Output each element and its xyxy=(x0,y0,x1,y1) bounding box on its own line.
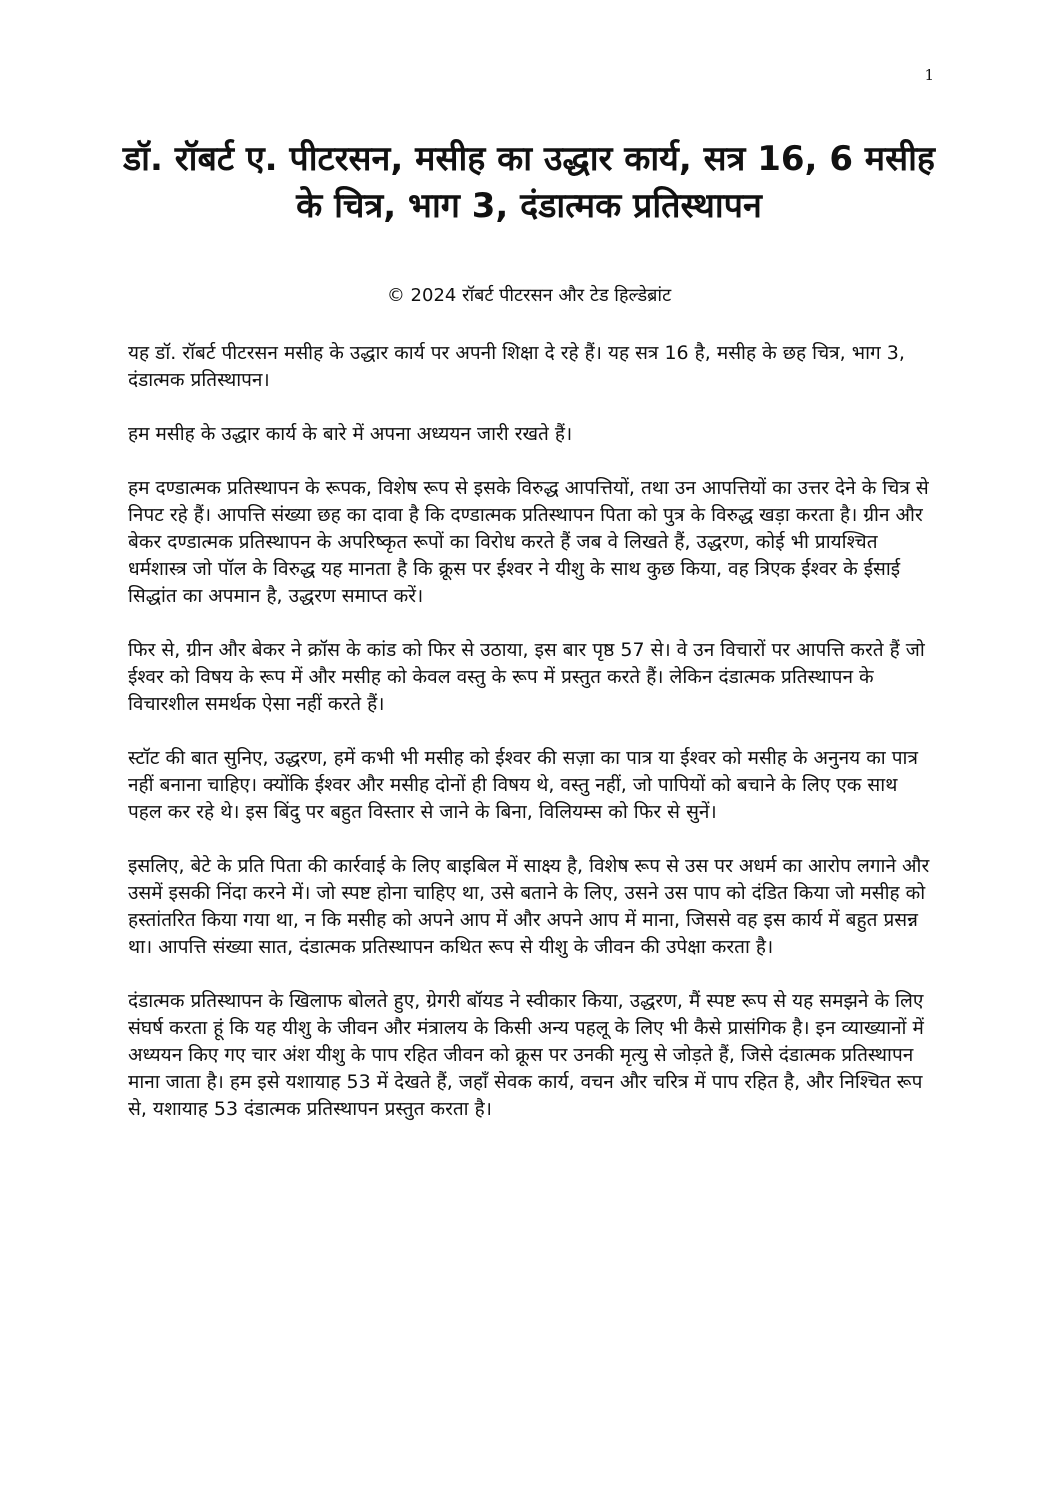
paragraph-objection-six: हम दण्डात्मक प्रतिस्थापन के रूपक, विशेष रूप से इसके विरुद्ध आपत्तियों, तथा उन आपत्तियों का उत्तर देने के चित्र से निपट रहे हैं। आपत्ति संख्या छह का दावा है कि दण्डात्मक प्रतिस्थापन पिता को पुत्र के विरुद्ध खड़ा करता है। ग्रीन और बेकर दण्डात्मक प्रतिस्थापन के अपरिष्कृत रूपों का विरोध करते हैं जब वे लिखते हैं, उद्धरण, कोई भी प्रायश्चित धर्मशास्त्र जो पॉल के विरुद्ध यह मानता है कि क्रूस पर ईश्वर ने यीशु के साथ कुछ किया, वह त्रिएक ईश्वर के ईसाई सिद्धांत का अपमान है, उद्धरण समाप्त करें। xyxy=(128,477,929,607)
paragraph-intro: यह डॉ. रॉबर्ट पीटरसन मसीह के उद्धार कार्य पर अपनी शिक्षा दे रहे हैं। यह सत्र 16 है, मसीह के छह चित्र, भाग 3, दंडात्मक प्रतिस्थापन। xyxy=(128,342,905,391)
paragraph-continue-study: हम मसीह के उद्धार कार्य के बारे में अपना अध्ययन जारी रखते हैं। xyxy=(128,423,573,445)
copyright-line: © 2024 रॉबर्ट पीटरसन और टेड हिल्डेब्रांट xyxy=(386,285,672,306)
paragraph-williams-quote: इसलिए, बेटे के प्रति पिता की कार्रवाई के लिए बाइबिल में साक्ष्य है, विशेष रूप से उस पर अधर्म का आरोप लगाने और उसमें इसकी निंदा करने में। जो स्पष्ट होना चाहिए था, उसे बताने के लिए, उसने उस पाप को दंडित किया जो मसीह को हस्तांतरित किया गया था, न कि मसीह को अपने आप में और अपने आप में माना, जिससे वह इस कार्य में बहुत प्रसन्न था। आपत्ति संख्या सात, दंडात्मक प्रतिस्थापन कथित रूप से यीशु के जीवन की उपेक्षा करता है। xyxy=(128,855,930,958)
paragraph-boyd-quote: दंडात्मक प्रतिस्थापन के खिलाफ बोलते हुए, ग्रेगरी बॉयड ने स्वीकार किया, उद्धरण, मैं स्पष्ट रूप से यह समझने के लिए संघर्ष करता हूं कि यह यीशु के जीवन और मंत्रालय के किसी अन्य पहलू के लिए भी कैसे प्रासंगिक है। इन व्याख्यानों में अध्ययन किए गए चार अंश यीशु के पाप रहित जीवन को क्रूस पर उनकी मृत्यु से जोड़ते हैं, जिसे दंडात्मक प्रतिस्थापन माना जाता है। हम इसे यशायाह 53 में देखते हैं, जहाँ सेवक कार्य, वचन और चरित्र में पाप रहित है, और निश्चित रूप से, यशायाह 53 दंडात्मक प्रतिस्थापन प्रस्तुत करता है। xyxy=(128,990,924,1120)
document-body xyxy=(128,340,932,1150)
paragraph-stott-quote: स्टॉट की बात सुनिए, उद्धरण, हमें कभी भी मसीह को ईश्वर की सज़ा का पात्र या ईश्वर को मसीह के अनुनय का पात्र नहीं बनाना चाहिए। क्योंकि ईश्वर और मसीह दोनों ही विषय थे, वस्तु नहीं, जो पापियों को बचाने के लिए एक साथ पहल कर रहे थे। इस बिंदु पर बहुत विस्तार से जाने के बिना, विलियम्स को फिर से सुनें। xyxy=(128,747,918,823)
paragraph-green-baker: फिर से, ग्रीन और बेकर ने क्रॉस के कांड को फिर से उठाया, इस बार पृष्ठ 57 से। वे उन विचारों पर आपत्ति करते हैं जो ईश्वर को विषय के रूप में और मसीह को केवल वस्तु के रूप में प्रस्तुत करते हैं। लेकिन दंडात्मक प्रतिस्थापन के विचारशील समर्थक ऐसा नहीं करते हैं। xyxy=(128,639,925,715)
page-number: 1 xyxy=(924,66,934,84)
document-title: डॉ. रॉबर्ट ए. पीटरसन, मसीह का उद्धार कार्य, सत्र 16, 6 मसीह के चित्र, भाग 3, दंडात्मक प्रतिस्थापन xyxy=(122,139,935,226)
